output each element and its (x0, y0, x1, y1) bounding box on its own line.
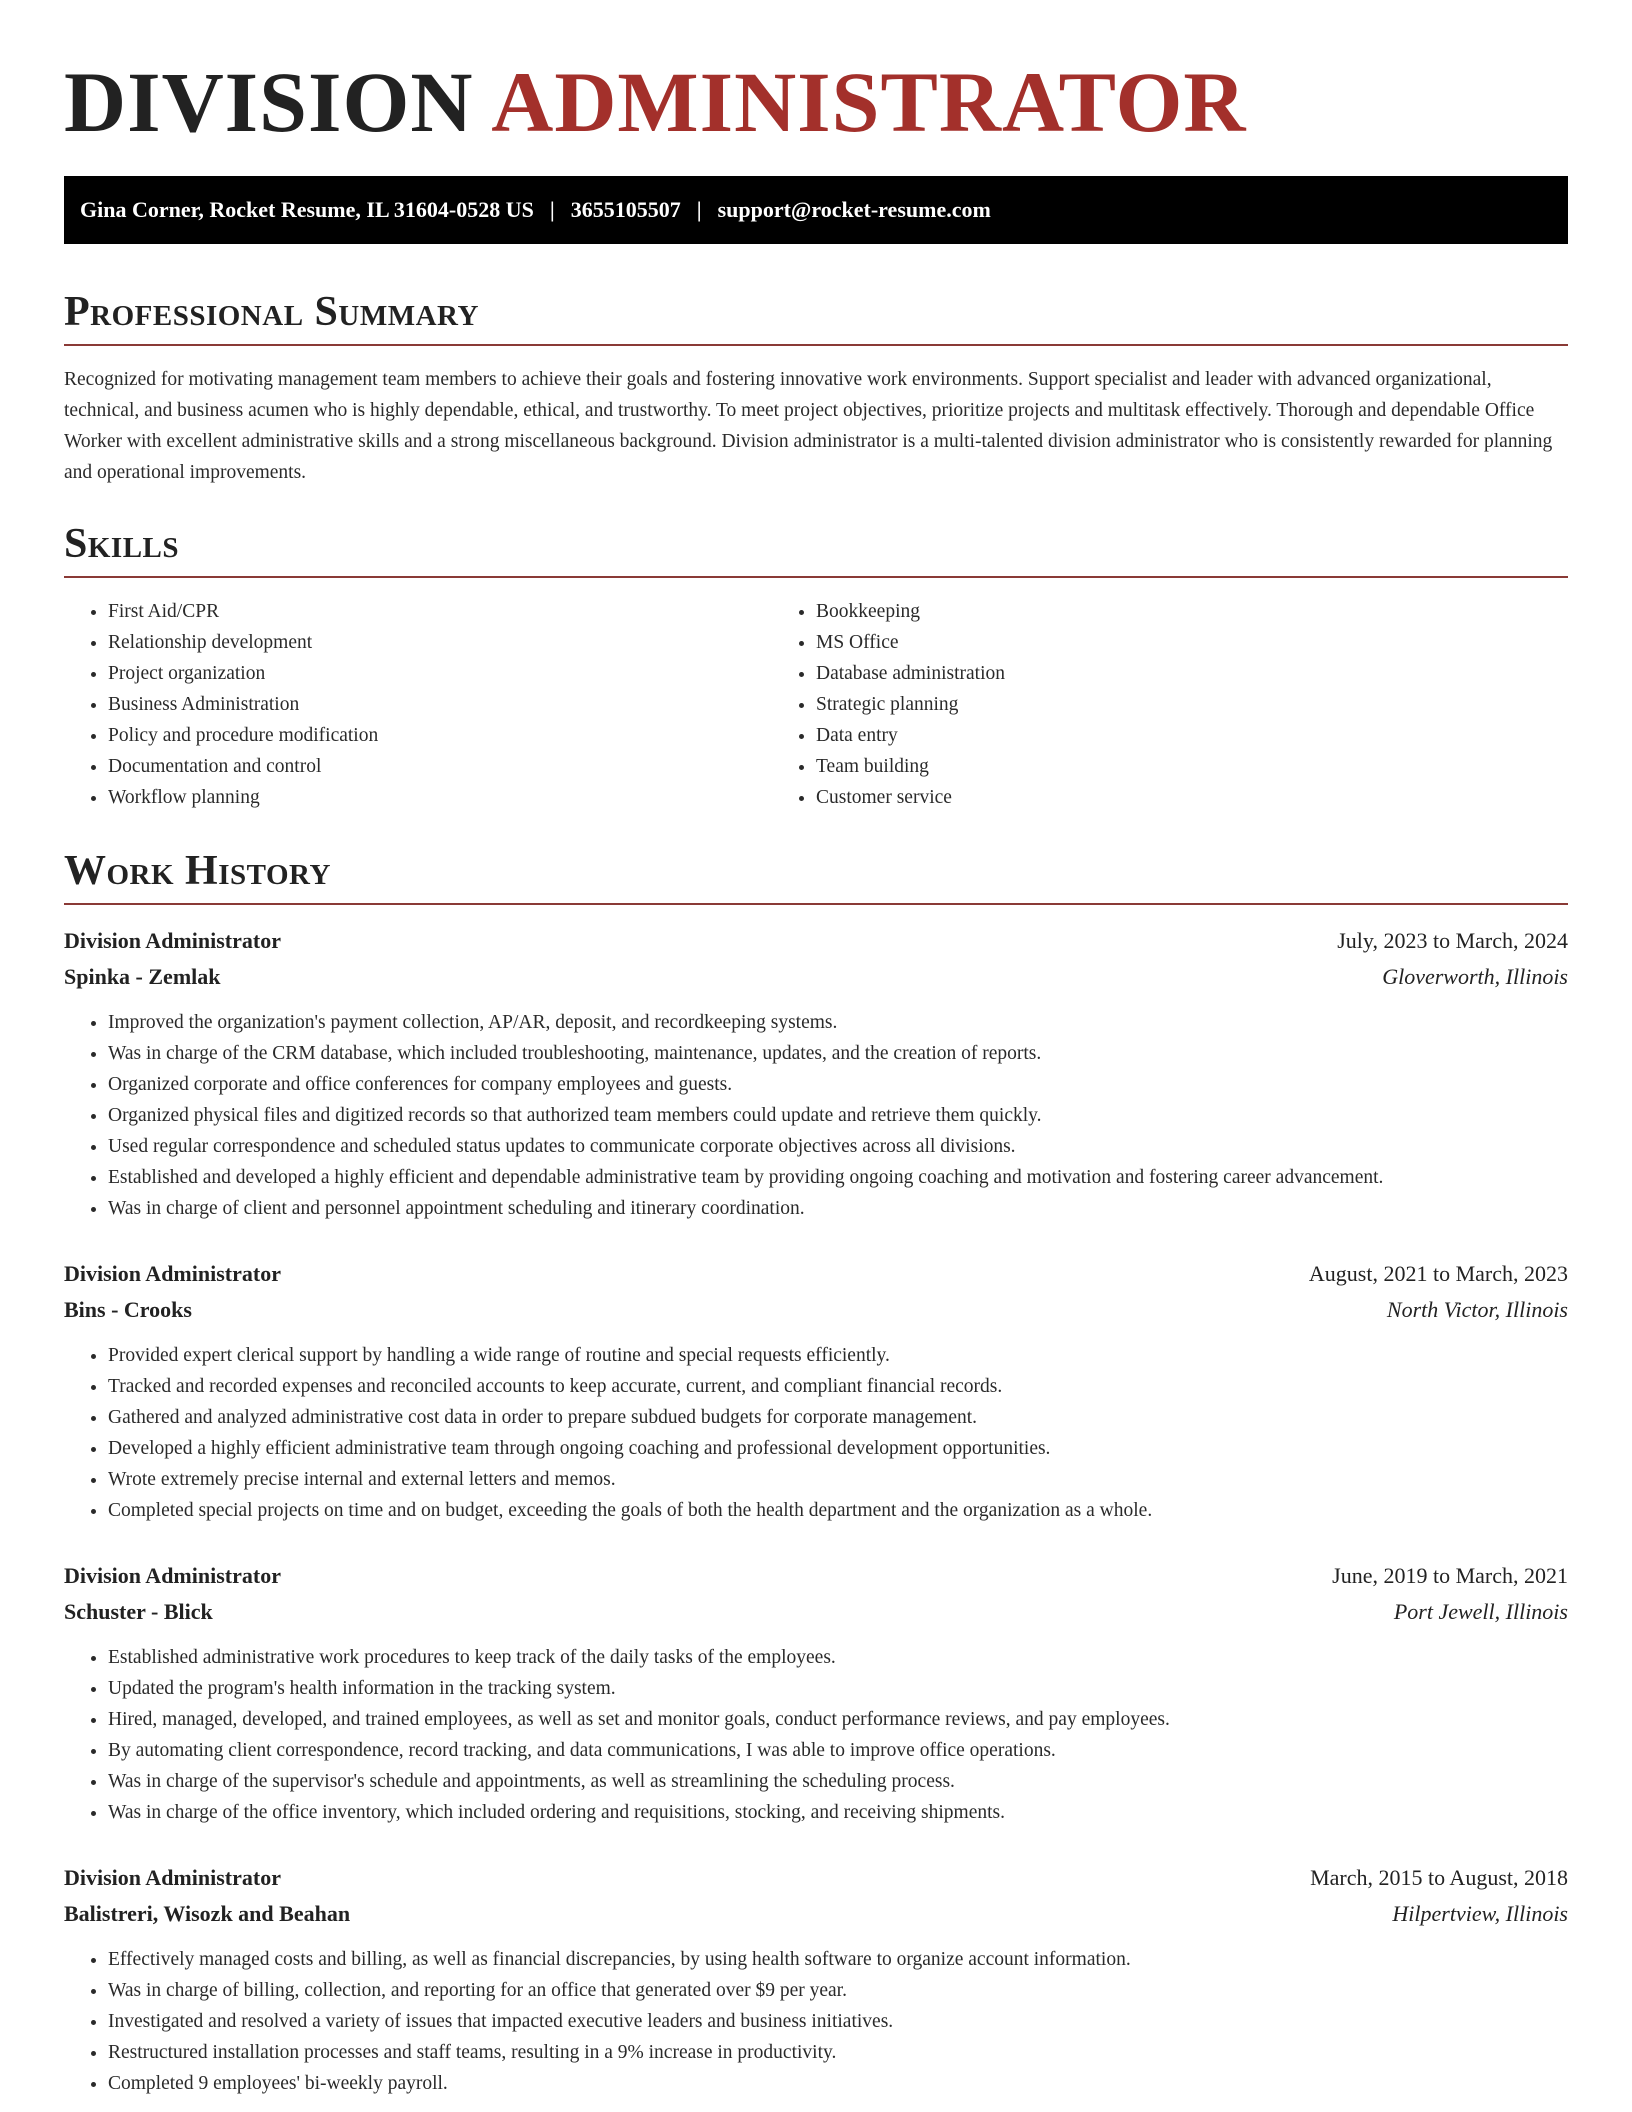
job-title: Division Administrator (64, 1261, 281, 1286)
job-bullets (64, 1340, 1568, 1526)
job-bullet: • Gathered and analyzed administrative cost data in order to prepare subdued budgets for corporate management. (108, 1402, 1568, 1433)
name-first-part: DIVISION (64, 54, 474, 150)
skill-item: • Strategic planning (816, 689, 1568, 720)
name-last-part: ADMINISTRATOR (491, 54, 1247, 150)
job-bullet: • Used regular correspondence and scheduled status updates to communicate corporate objectives across all divisions. (108, 1131, 1568, 1162)
contact-separator: | (696, 197, 702, 222)
job-entry (64, 1860, 1568, 2099)
job-bullet: • Developed a highly efficient administrative team through ongoing coaching and professional development opportunities. (108, 1433, 1568, 1464)
job-dates: August, 2021 to March, 2023 (1308, 1261, 1568, 1286)
skill-item: • Team building (816, 751, 1568, 782)
skill-item: • Database administration (816, 658, 1568, 689)
job-header-row (64, 1860, 1568, 1896)
job-bullet: • Provided expert clerical support by handling a wide range of routine and special requests efficiently. (108, 1340, 1568, 1371)
skills-column-right (760, 596, 1568, 813)
job-title: Division Administrator (64, 1563, 281, 1588)
skill-item: • Workflow planning (108, 782, 760, 813)
job-bullets (64, 1944, 1568, 2099)
job-bullet: • Was in charge of billing, collection, and reporting for an office that generated over $9 per year. (108, 1975, 1568, 2006)
skill-item: • Bookkeeping (816, 596, 1568, 627)
summary-text: Recognized for motivating management team members to achieve their goals and fostering innovative work environments. Support specialist and leader with advanced organizational, technical, and business acumen who is highly dependable, ethical, and trustworthy. To meet project objectives, prioritize projects and multitask effectively. Thorough and dependable Office Worker with excellent administrative skills and a strong miscellaneous background. Division administrator is a multi-talented division administrator who is consistently rewarded for planning and operational improvements. (64, 369, 1553, 483)
job-bullet: • By automating client correspondence, record tracking, and data communications, I was able to improve office operations. (108, 1735, 1568, 1766)
job-bullet: • Was in charge of the office inventory, which included ordering and requisitions, stocking, and receiving shipments. (108, 1797, 1568, 1828)
job-bullet: • Organized physical files and digitized records so that authorized team members could update and retrieve them quickly. (108, 1100, 1568, 1131)
job-bullet: • Effectively managed costs and billing, as well as financial discrepancies, by using health software to organize account information. (108, 1944, 1568, 1975)
job-bullet: • Organized corporate and office conferences for company employees and guests. (108, 1069, 1568, 1100)
job-subheader-row (64, 959, 1568, 995)
job-entry (64, 923, 1568, 1224)
job-entry (64, 1558, 1568, 1828)
job-bullets (64, 1642, 1568, 1828)
job-bullet: • Established administrative work procedures to keep track of the daily tasks of the employees. (108, 1642, 1568, 1673)
skills-column-left (64, 596, 760, 813)
contact-bar (64, 176, 1568, 244)
work-history-heading: Work History (64, 847, 1568, 905)
skill-item: • Documentation and control (108, 751, 760, 782)
job-location: Port Jewell, Illinois (1393, 1599, 1568, 1624)
job-bullet: • Improved the organization's payment collection, AP/AR, deposit, and recordkeeping systems. (108, 1007, 1568, 1038)
job-dates: March, 2015 to August, 2018 (1310, 1865, 1568, 1890)
job-location: North Victor, Illinois (1386, 1297, 1568, 1322)
job-bullet: • Hired, managed, developed, and trained employees, as well as set and monitor goals, conduct performance reviews, and pay employees. (108, 1704, 1568, 1735)
job-subheader-row (64, 1594, 1568, 1630)
resume-name (64, 54, 1568, 158)
skills-list (64, 596, 1568, 813)
job-bullet: • Was in charge of the supervisor's schedule and appointments, as well as streamlining the scheduling process. (108, 1766, 1568, 1797)
job-bullet: • Tracked and recorded expenses and reconciled accounts to keep accurate, current, and compliant financial records. (108, 1371, 1568, 1402)
job-bullet: • Was in charge of the CRM database, which included troubleshooting, maintenance, updates, and the creation of reports. (108, 1038, 1568, 1069)
job-subheader-row (64, 1292, 1568, 1328)
job-subheader-row (64, 1896, 1568, 1932)
job-bullet: • Was in charge of client and personnel appointment scheduling and itinerary coordination. (108, 1193, 1568, 1224)
contact-separator: | (549, 197, 555, 222)
skills-heading: Skills (64, 520, 1568, 578)
job-header-row (64, 1256, 1568, 1292)
skill-item: • Business Administration (108, 689, 760, 720)
skill-item: • Project organization (108, 658, 760, 689)
skill-item: • MS Office (816, 627, 1568, 658)
skill-item: • Data entry (816, 720, 1568, 751)
job-bullet: • Completed special projects on time and on budget, exceeding the goals of both the health department and the organization as a whole. (108, 1495, 1568, 1526)
job-dates: June, 2019 to March, 2021 (1332, 1563, 1568, 1588)
job-title: Division Administrator (64, 1865, 281, 1890)
contact-phone: 3655105507 (570, 197, 681, 222)
job-location: Gloverworth, Illinois (1382, 964, 1568, 989)
skill-item: • Customer service (816, 782, 1568, 813)
job-dates: July, 2023 to March, 2024 (1337, 928, 1568, 953)
job-bullet: • Completed 9 employees' bi-weekly payroll. (108, 2068, 1568, 2099)
contact-email: support@rocket-resume.com (717, 197, 991, 222)
contact-address: Gina Corner, Rocket Resume, IL 31604-0528 US (80, 197, 534, 222)
job-company: Bins - Crooks (64, 1297, 192, 1322)
summary-heading: Professional Summary (64, 288, 1568, 346)
job-company: Balistreri, Wisozk and Beahan (64, 1901, 351, 1926)
job-bullet: • Investigated and resolved a variety of issues that impacted executive leaders and business initiatives. (108, 2006, 1568, 2037)
job-bullet: • Established and developed a highly efficient and dependable administrative team by providing ongoing coaching and motivation and fostering career advancement. (108, 1162, 1568, 1193)
job-header-row (64, 1558, 1568, 1594)
job-title: Division Administrator (64, 928, 281, 953)
job-bullet: • Restructured installation processes and staff teams, resulting in a 9% increase in productivity. (108, 2037, 1568, 2068)
job-bullet: • Updated the program's health information in the tracking system. (108, 1673, 1568, 1704)
skill-item: • Relationship development (108, 627, 760, 658)
job-company: Schuster - Blick (64, 1599, 213, 1624)
skill-item: • Policy and procedure modification (108, 720, 760, 751)
job-entry (64, 1256, 1568, 1526)
job-company: Spinka - Zemlak (64, 964, 221, 989)
job-bullet: • Wrote extremely precise internal and external letters and memos. (108, 1464, 1568, 1495)
job-bullets (64, 1007, 1568, 1224)
job-location: Hilpertview, Illinois (1392, 1901, 1568, 1926)
job-header-row (64, 923, 1568, 959)
skill-item: • First Aid/CPR (108, 596, 760, 627)
